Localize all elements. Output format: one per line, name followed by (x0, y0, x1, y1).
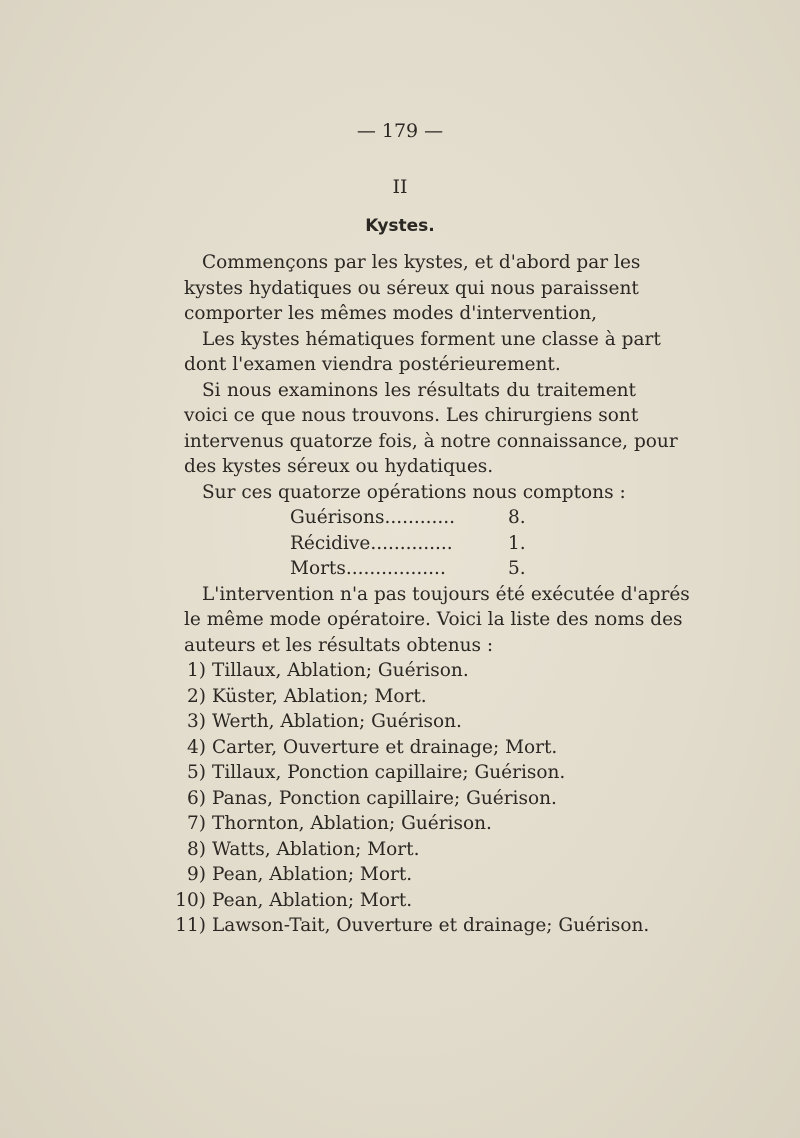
list-text: Küster, Ablation; Mort. (212, 685, 427, 707)
list-number: 7) (187, 813, 206, 834)
list-item (170, 811, 636, 837)
text-line: Si nous examinons les résultats du traitement (202, 379, 636, 401)
list-item (170, 735, 636, 761)
text-line: kystes hydatiques ou séreux qui nous paraissent (184, 277, 639, 299)
list-number: 5) (187, 762, 206, 783)
list-text: Pean, Ablation; Mort. (212, 889, 413, 911)
text-line: le même mode opératoire. Voici la liste des noms des (184, 609, 683, 630)
list-item (170, 658, 636, 684)
text-line: L'intervention n'a pas toujours été exécutée d'aprés (202, 583, 690, 605)
tally-label: Guérisons............ (290, 507, 456, 528)
case-list (170, 658, 650, 939)
text-line: dont l'examen viendra postérieurement. (184, 354, 561, 375)
tally-value: 5. (508, 558, 526, 579)
list-text: Lawson-Tait, Ouverture et drainage; Guérison. (212, 915, 650, 936)
list-item (170, 913, 650, 939)
paragraph-resultats (184, 378, 678, 480)
paragraph-intervention (184, 582, 690, 659)
list-text: Panas, Ponction capillaire; Guérison. (212, 787, 557, 809)
list-item (170, 760, 636, 786)
text-line: intervenus quatorze fois, à notre connaissance, pour (184, 430, 678, 452)
tally-label: Morts................. (290, 558, 446, 579)
list-text: Werth, Ablation; Guérison. (212, 711, 462, 732)
paragraph-kystes-hematiques (184, 327, 661, 378)
paragraph-operations: Sur ces quatorze opérations nous comptons : (202, 481, 626, 503)
list-number: 11) (175, 915, 206, 936)
text-line: voici ce que nous trouvons. Les chirurgiens sont (184, 405, 639, 426)
list-number: 8) (187, 838, 206, 860)
list-number: 2) (187, 685, 206, 707)
text-line: auteurs et les résultats obtenus : (184, 634, 494, 656)
list-item (170, 888, 636, 914)
paragraph-kystes-intro (184, 250, 641, 327)
section-title: Kystes. (365, 216, 435, 236)
tally-row-morts (184, 556, 636, 582)
section-numeral: II (392, 176, 408, 198)
tally-row-guerisons (184, 505, 636, 531)
text-line: comporter les mêmes modes d'intervention, (184, 303, 597, 324)
tally-row-recidive (184, 531, 636, 557)
text-line: Les kystes hématiques forment une classe à part (202, 328, 661, 350)
list-item (170, 684, 636, 710)
list-text: Thornton, Ablation; Guérison. (212, 813, 492, 834)
list-item (170, 862, 636, 888)
text-line: des kystes séreux ou hydatiques. (184, 456, 494, 477)
list-number: 3) (187, 711, 206, 732)
list-item (170, 786, 636, 812)
list-text: Tillaux, Ponction capillaire; Guérison. (212, 762, 566, 783)
list-item (170, 709, 636, 735)
list-number: 6) (187, 787, 206, 809)
text-line: Commençons par les kystes, et d'abord par les (202, 252, 641, 273)
list-text: Carter, Ouverture et drainage; Mort. (212, 736, 558, 758)
list-item (170, 837, 636, 863)
list-number: 1) (187, 660, 206, 681)
body-text (175, 250, 690, 939)
list-number: 4) (187, 736, 206, 758)
tally-label: Récidive.............. (290, 532, 453, 554)
tally-value: 1. (508, 532, 526, 554)
list-text: Tillaux, Ablation; Guérison. (212, 660, 469, 681)
list-number: 10) (175, 889, 206, 911)
list-text: Watts, Ablation; Mort. (212, 838, 420, 860)
list-number: 9) (187, 864, 206, 885)
page-number: — 179 — (356, 120, 444, 142)
tally-block (184, 505, 636, 582)
list-text: Pean, Ablation; Mort. (212, 864, 413, 885)
tally-value: 8. (508, 507, 526, 528)
